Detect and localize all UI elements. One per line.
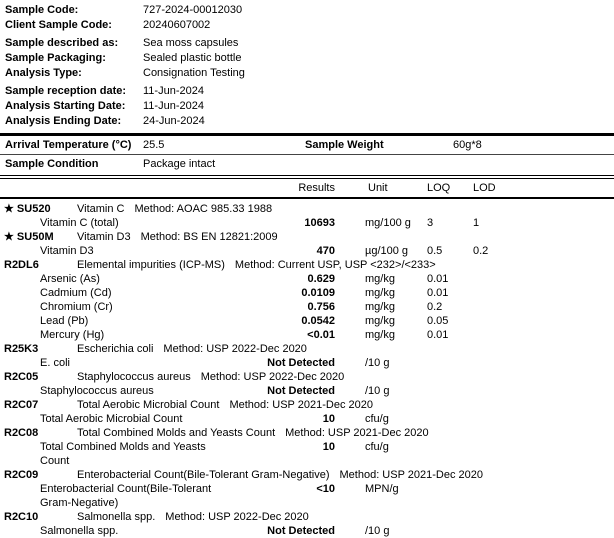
result-value: <10: [316, 483, 335, 495]
analyte-row: [0, 384, 614, 398]
test-group-header: [0, 468, 614, 482]
test-method: Method: USP 2021-Dec 2020: [285, 427, 429, 439]
sample-weight-label: Sample Weight: [305, 139, 384, 151]
arrival-temperature-row: [0, 136, 614, 155]
arrival-temperature-value: 25.5: [143, 139, 165, 151]
info-row-sample-described-as: [5, 36, 614, 51]
info-label: Analysis Ending Date:: [5, 115, 122, 127]
test-method: Method: Current USP, USP <232>/<233>: [234, 259, 436, 271]
column-header-loq: LOQ: [427, 182, 451, 194]
result-value: 10693: [304, 217, 335, 229]
analyte-row: [0, 524, 614, 538]
unit-value: cfu/g: [365, 441, 389, 453]
results-table-header: [0, 179, 614, 199]
test-name: Escherichia coli: [77, 343, 154, 355]
loq-value: 0.01: [427, 287, 449, 299]
info-label: Sample described as:: [5, 37, 119, 49]
loq-value: 0.2: [427, 301, 443, 313]
test-method: Method: AOAC 985.33 1988: [134, 203, 273, 215]
test-group-header: [0, 370, 614, 384]
test-method: Method: USP 2022-Dec 2020: [200, 371, 345, 383]
unit-value: mg/kg: [365, 273, 395, 285]
info-label: Sample Packaging:: [5, 52, 106, 64]
test-code: R2C09: [4, 469, 39, 481]
analyte-row: [0, 412, 614, 426]
unit-value: mg/kg: [365, 301, 395, 313]
analyte-row: [0, 314, 614, 328]
analyte-row: [0, 482, 614, 510]
test-group-header: [0, 510, 614, 524]
unit-value: mg/kg: [365, 315, 395, 327]
results-section: [0, 199, 614, 538]
analyte-row: [0, 440, 614, 468]
info-row-analysis-type: [5, 66, 614, 81]
loq-value: 0.01: [427, 329, 449, 341]
info-row-client-sample-code: [5, 18, 614, 33]
analyte-name: Total Combined Molds and Yeasts Count: [40, 441, 206, 467]
test-name: Total Aerobic Microbial Count: [77, 399, 220, 411]
column-header-unit: Unit: [368, 182, 388, 194]
result-value: 0.756: [307, 301, 335, 313]
analyte-name: Total Aerobic Microbial Count: [40, 413, 183, 425]
test-name: Vitamin D3: [77, 231, 131, 243]
analyte-row: [0, 356, 614, 370]
unit-value: cfu/g: [365, 413, 389, 425]
info-row-sample-packaging: [5, 51, 614, 66]
unit-value: /10 g: [365, 525, 390, 537]
result-value: 0.0542: [301, 315, 335, 327]
unit-value: MPN/g: [365, 483, 399, 495]
test-group-header: [0, 230, 614, 244]
analyte-name: Salmonella spp.: [40, 525, 119, 537]
test-code: R2C07: [4, 399, 39, 411]
analyte-name: Vitamin C (total): [40, 217, 119, 229]
column-header-results: Results: [298, 182, 335, 194]
info-value: 24-Jun-2024: [143, 115, 205, 127]
test-group-header: [0, 258, 614, 272]
test-name: Enterobacterial Count(Bile-Tolerant Gram-Negative): [77, 469, 330, 481]
star-icon: ★: [4, 203, 17, 215]
test-method: Method: USP 2022-Dec 2020: [165, 511, 309, 523]
analyte-row: [0, 286, 614, 300]
analyte-name: Mercury (Hg): [40, 329, 105, 341]
unit-value: mg/kg: [365, 287, 395, 299]
unit-value: /10 g: [365, 357, 390, 369]
result-value: Not Detected: [267, 385, 335, 397]
arrival-temperature-label: Arrival Temperature (°C): [5, 139, 132, 151]
lod-value: 0.2: [473, 245, 489, 257]
info-label: Sample Code:: [5, 4, 79, 16]
result-value: Not Detected: [267, 357, 335, 369]
info-value: Sea moss capsules: [143, 37, 239, 49]
column-header-lod: LOD: [473, 182, 496, 194]
analyte-name: Vitamin D3: [40, 245, 94, 257]
sample-condition-value: Package intact: [143, 158, 216, 170]
info-value: 11-Jun-2024: [143, 85, 204, 97]
test-group-header: [0, 398, 614, 412]
analyte-row: [0, 244, 614, 258]
unit-value: µg/100 g: [365, 245, 409, 257]
test-code: R2DL6: [4, 259, 39, 271]
test-code: SU50M: [16, 231, 54, 243]
info-label: Analysis Starting Date:: [5, 100, 126, 112]
loq-value: 0.01: [427, 273, 449, 285]
star-icon: ★: [4, 231, 17, 243]
result-value: 0.629: [307, 273, 335, 285]
analyte-name: Lead (Pb): [40, 315, 89, 327]
test-method: Method: BS EN 12821:2009: [140, 231, 278, 243]
result-value: 0.0109: [301, 287, 335, 299]
info-row-analysis-ending-date: [5, 114, 614, 129]
test-name: Salmonella spp.: [77, 511, 156, 523]
info-value: 727-2024-00012030: [143, 4, 243, 16]
sample-condition-label: Sample Condition: [5, 158, 99, 170]
test-code: SU520: [16, 203, 51, 215]
test-name: Total Combined Molds and Yeasts Count: [77, 427, 276, 439]
analyte-name: Enterobacterial Count(Bile-Tolerant Gram-Negative): [40, 483, 212, 509]
analyte-row: [0, 216, 614, 230]
loq-value: 0.05: [427, 315, 449, 327]
loq-value: 0.5: [427, 245, 443, 257]
loq-value: 3: [427, 217, 434, 229]
test-name: Elemental impurities (ICP-MS): [77, 259, 225, 271]
unit-value: mg/100 g: [365, 217, 411, 229]
sample-info-section: [0, 0, 614, 133]
info-label: Client Sample Code:: [5, 19, 112, 31]
info-value: Sealed plastic bottle: [143, 52, 242, 64]
analyte-row: [0, 328, 614, 342]
test-group-header: [0, 342, 614, 356]
info-value: Consignation Testing: [143, 67, 245, 79]
unit-value: /10 g: [365, 385, 390, 397]
info-label: Sample reception date:: [5, 85, 127, 97]
info-value: 11-Jun-2024: [143, 100, 204, 112]
lod-value: 1: [473, 217, 480, 229]
info-value: 20240607002: [143, 19, 211, 31]
test-code: R2C05: [4, 371, 39, 383]
analyte-name: Chromium (Cr): [40, 301, 113, 313]
sample-condition-row: [0, 155, 614, 174]
info-row-sample-code: [5, 3, 614, 18]
result-value: Not Detected: [267, 525, 335, 537]
info-row-sample-reception-date: [5, 84, 614, 99]
test-name: Staphylococcus aureus: [77, 371, 191, 383]
test-method: Method: USP 2021-Dec 2020: [229, 399, 373, 411]
analyte-name: Cadmium (Cd): [40, 287, 112, 299]
sample-weight-value: 60g*8: [453, 139, 482, 151]
result-value: 470: [316, 245, 335, 257]
test-group-header: [0, 202, 614, 216]
analyte-name: Arsenic (As): [40, 273, 100, 285]
condition-section: [0, 133, 614, 199]
unit-value: mg/kg: [365, 329, 395, 341]
result-value: <0.01: [307, 329, 335, 341]
analyte-name: E. coli: [40, 357, 70, 369]
test-group-header: [0, 426, 614, 440]
analyte-name: Staphylococcus aureus: [40, 385, 154, 397]
info-label: Analysis Type:: [5, 67, 82, 79]
result-value: 10: [322, 441, 335, 453]
test-method: Method: USP 2021-Dec 2020: [339, 469, 483, 481]
analyte-row: [0, 272, 614, 286]
test-method: Method: USP 2022-Dec 2020: [163, 343, 307, 355]
test-code: R2C08: [4, 427, 39, 439]
info-row-analysis-starting-date: [5, 99, 614, 114]
analyte-row: [0, 300, 614, 314]
test-code: R2C10: [4, 511, 39, 523]
test-name: Vitamin C: [77, 203, 125, 215]
result-value: 10: [322, 413, 335, 425]
test-code: R25K3: [4, 343, 39, 355]
